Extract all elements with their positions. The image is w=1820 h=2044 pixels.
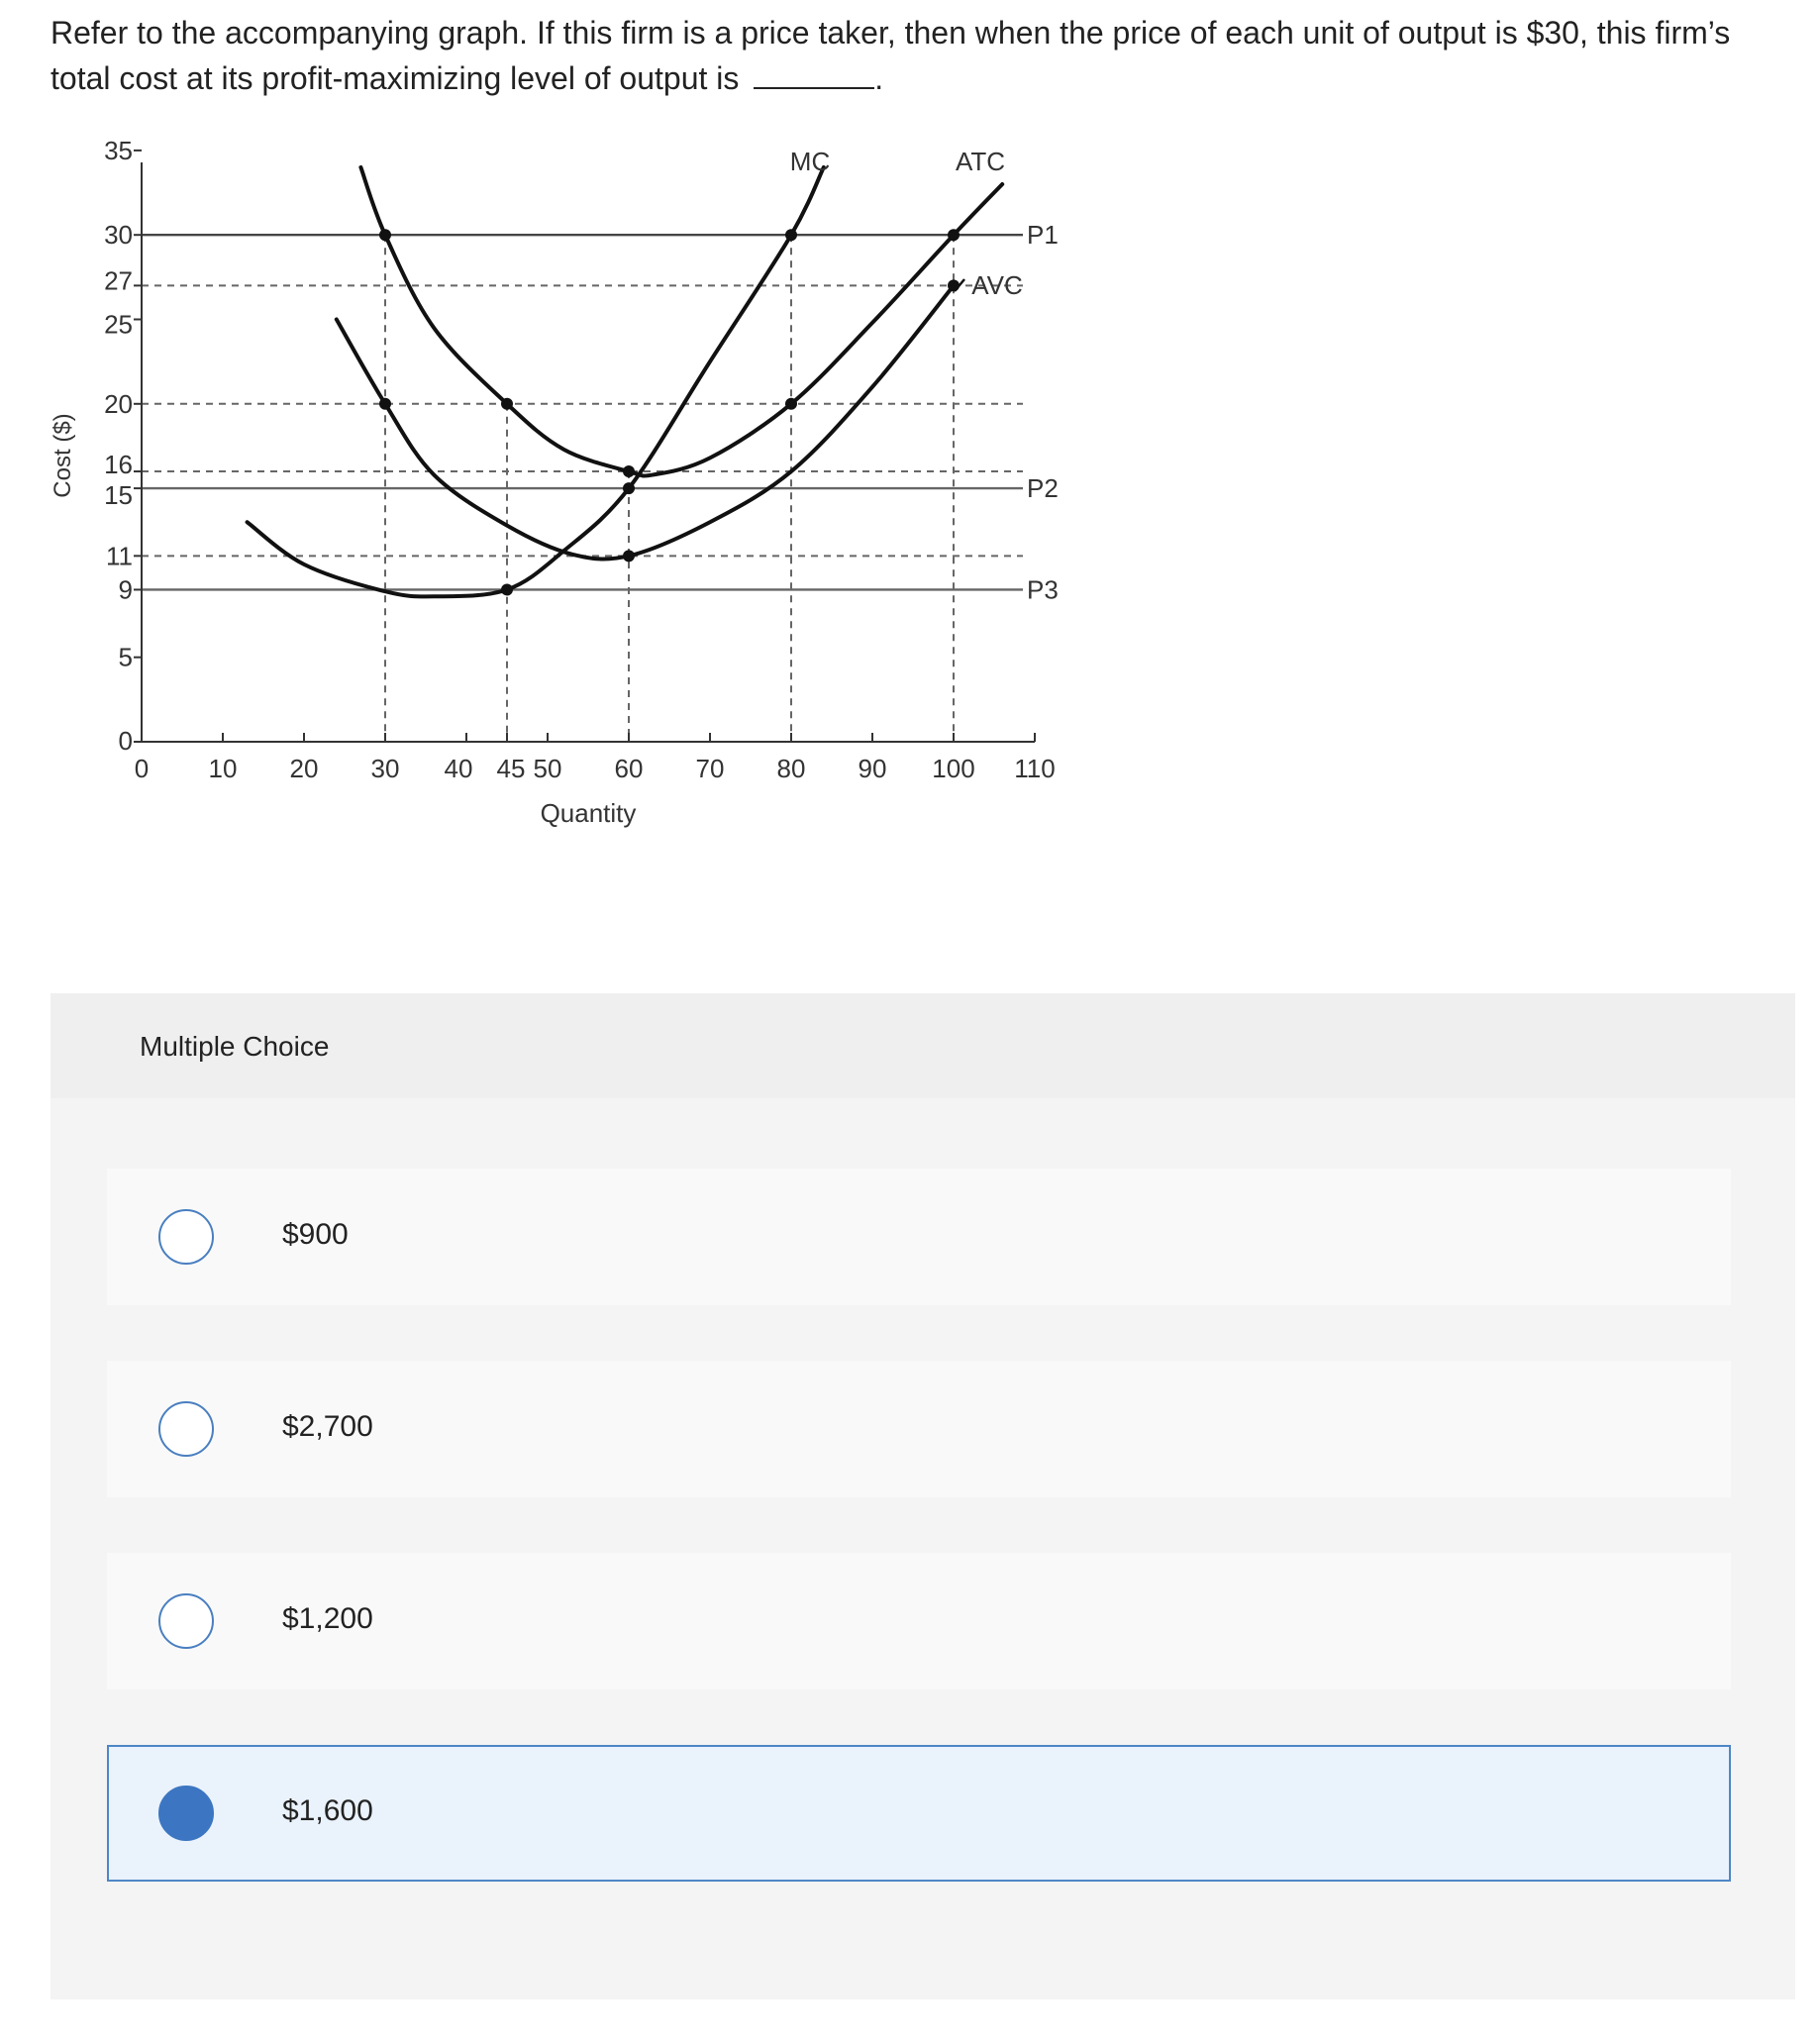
curve-labels xyxy=(790,147,1059,604)
choice-label: $1,600 xyxy=(282,1794,373,1827)
curve-avc xyxy=(337,285,954,559)
curve-atc xyxy=(360,167,1002,476)
marked-point xyxy=(501,398,513,410)
x-tick-label: 90 xyxy=(858,754,887,783)
marked-point xyxy=(785,398,797,410)
x-tick-label: 20 xyxy=(289,754,319,783)
y-tick-label: 30 xyxy=(104,220,133,251)
marked-point xyxy=(623,465,635,477)
choice-option-3[interactable] xyxy=(107,1553,1731,1689)
marked-point xyxy=(379,229,391,241)
curve-label-avc: AVC xyxy=(971,270,1023,300)
curve-label-atc: ATC xyxy=(955,147,1006,176)
choice-label: $900 xyxy=(282,1218,349,1251)
x-tick-label: 30 xyxy=(370,754,400,783)
multiple-choice-panel xyxy=(51,993,1795,1999)
guide-lines xyxy=(142,235,1023,742)
marked-point xyxy=(623,482,635,494)
y-tick-label: 15 xyxy=(104,480,133,511)
price-label-p3: P3 xyxy=(1027,574,1059,605)
price-label-p1: P1 xyxy=(1027,220,1059,251)
marked-point xyxy=(948,229,960,241)
radio-button[interactable] xyxy=(158,1401,214,1457)
x-tick-label: 50 xyxy=(533,754,562,783)
x-tick-label: 110 xyxy=(1014,754,1056,783)
x-tick-label: 70 xyxy=(695,754,725,783)
y-tick-label: 20 xyxy=(104,388,133,419)
x-tick-label: 100 xyxy=(932,754,975,783)
y-tick-label: 35 xyxy=(104,135,133,165)
question-suffix: . xyxy=(874,60,884,96)
question-text xyxy=(51,10,1773,101)
y-tick-label: 11 xyxy=(106,541,133,571)
choice-label: $1,200 xyxy=(282,1602,373,1635)
marked-point xyxy=(379,398,391,410)
y-tick-label: 5 xyxy=(118,642,133,672)
y-tick-label: 25 xyxy=(104,309,133,340)
x-tick-label: 80 xyxy=(776,754,806,783)
radio-button-selected[interactable] xyxy=(158,1786,214,1841)
radio-button[interactable] xyxy=(158,1209,214,1265)
cost-curves-chart xyxy=(0,129,1109,842)
marked-point xyxy=(623,550,635,562)
question-body: Refer to the accompanying graph. If this firm is a price taker, then when the price of each unit of output is $30, this firm’s total cost at its profit-maximizing level of output is xyxy=(51,15,1731,96)
ticks xyxy=(104,136,1056,783)
y-tick-label: 27 xyxy=(104,265,133,296)
choice-option-4-selected[interactable] xyxy=(107,1745,1731,1882)
price-label-p2: P2 xyxy=(1027,473,1059,504)
x-tick-label: 60 xyxy=(614,754,644,783)
y-tick-label: 9 xyxy=(118,574,133,605)
x-tick-label: 45 xyxy=(496,754,526,783)
marked-point xyxy=(501,583,513,595)
radio-button[interactable] xyxy=(158,1593,214,1649)
multiple-choice-title: Multiple Choice xyxy=(140,1031,330,1062)
axes xyxy=(50,162,1035,828)
choice-label: $2,700 xyxy=(282,1410,373,1443)
marked-point xyxy=(785,229,797,241)
multiple-choice-header xyxy=(51,993,1795,1098)
curves xyxy=(248,167,1003,596)
choice-option-2[interactable] xyxy=(107,1361,1731,1497)
y-tick-label: 0 xyxy=(118,726,133,756)
x-tick-label: 40 xyxy=(444,754,473,783)
choice-option-1[interactable] xyxy=(107,1169,1731,1305)
curve-label-mc: MC xyxy=(789,147,831,176)
x-axis-label: Quantity xyxy=(540,798,637,828)
x-tick-label: 0 xyxy=(134,754,150,783)
curve-mc xyxy=(248,167,824,596)
answer-blank xyxy=(754,57,874,89)
x-tick-label: 10 xyxy=(208,754,238,783)
y-tick-label: 16 xyxy=(104,450,133,480)
y-axis-label: Cost ($) xyxy=(50,413,76,498)
